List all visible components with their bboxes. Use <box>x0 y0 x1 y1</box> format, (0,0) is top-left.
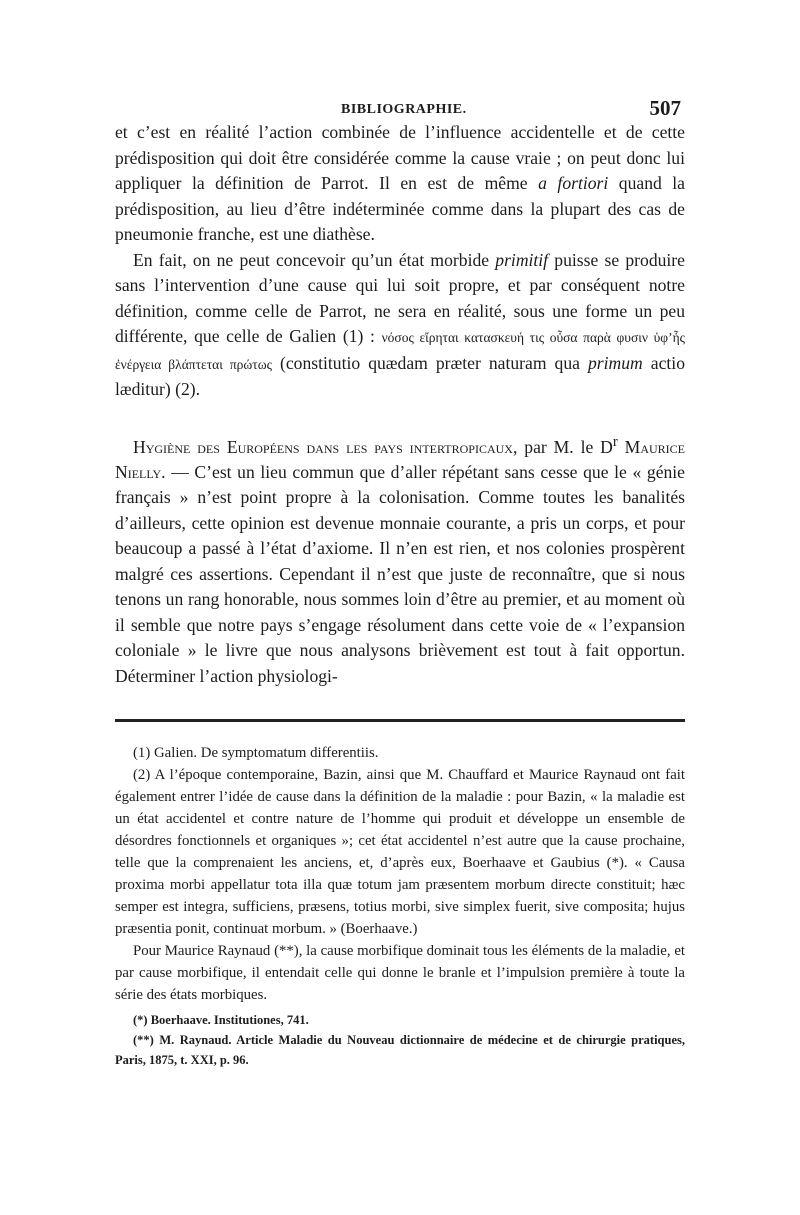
p2-latin: (constitutio quædam præter naturam qua <box>271 352 588 373</box>
sub-footnote-1: (*) Boerhaave. Institutiones, 741. <box>133 1013 309 1028</box>
running-title: BIBLIOGRAPHIE. <box>341 102 467 117</box>
page-header <box>115 96 685 120</box>
page-number: 507 <box>649 96 681 120</box>
review-author: Maurice Nielly <box>115 436 685 482</box>
p2-italic: primitif <box>495 249 549 270</box>
review-book-title: Hygiène des Européens dans les pays intertropicaux <box>133 436 513 457</box>
p1-text-end: quand la prédisposition, au lieu d’être indéterminée comme dans la plupart des cas de pneumonie franche, est une diathèse. <box>115 173 685 244</box>
review-byline: , par M. le D <box>512 436 613 457</box>
footnote-2: (2) A l’époque contemporaine, Bazin, ainsi que M. Chauffard et Maurice Raynaud ont fait également entrer l’idée de cause dans la définition de la maladie : pour Bazin, « la maladie est un état accidentel et contre nature de l’homme qui produit et développe un ensemble de désordres fonctionnels et organiques »; cet état accidentel n’est autre que la cause prochaine, telle que la comprenaient les anciens, et, d’après eux, Boerhaave et Gaubius (*). « Causa proxima morbi appellatur tota illa quæ totum jam præsentem morbum directe constituit; hæc semper est integra, sufficiens, præsens, totius morbi, sive simplex fuerit, sive composita; hujus præsentia ponit, continuat morbum. » (Boerhaave.) <box>115 767 685 938</box>
footnote-2-continued: Pour Maurice Raynaud (**), la cause morbifique dominait tous les éléments de la maladie, et par cause morbifique, il entendait celle qui donne le branle et l’impulsion première à toute la série des états morbiques. <box>115 943 685 1004</box>
footnotes <box>115 742 685 1070</box>
footnote-1: (1) Galien. De symptomatum differentiis. <box>133 745 379 762</box>
review-paragraph <box>115 430 685 690</box>
p2-text-end: actio læditur) (2). <box>115 352 685 399</box>
review-title-sup: r <box>612 433 618 450</box>
sub-footnote-2: (**) M. Raynaud. Article Maladie du Nouveau dictionnaire de médecine et de chirurgie pratiques, Paris, 1875, t. XXI, p. 96. <box>115 1033 685 1068</box>
p2-italic-primum: primum <box>588 352 643 373</box>
paragraph-2 <box>115 248 685 403</box>
p2-text-mid: puisse se produire sans l’intervention d’une cause qui lui soit propre, et par conséquent notre définition, comme celle de Parrot, ne sera en réalité, sous une forme un peu différente, que celle de Galien (1) : <box>115 249 685 346</box>
greek-quotation: νόσος εἴρηται κατασκευή τις οὖσα παρὰ φυσιν ὑφ’ἧς ἐνέργεια βλάπτεται πρώτως <box>115 330 685 372</box>
p2-text: En fait, on ne peut concevoir qu’un état morbide <box>133 249 496 270</box>
p1-italic: a fortiori <box>538 173 609 193</box>
sub-footnotes <box>115 1010 685 1070</box>
review-text: . — C’est un lieu commun que d’aller répétant sans cesse que le « génie français » n’est point propre à la colonisation. Comme toutes les banalités d’ailleurs, cette opinion est devenue monnaie courante, a pris un corps, et pour beaucoup a passé à l’état d’axiome. Il n’en est rien, et nos colonies prospèrent malgré ces assertions. Cependant il n’est que juste de reconnaître, que si nous tenons un rang honorable, nous sommes loin d’être au premier, et au moment où il semble que notre pays s’engage résolument dans cette voie de « l’expansion coloniale » le livre que nous analysons brièvement est tout à fait opportun. Déterminer l’action physiologi- <box>115 461 685 686</box>
p1-text: et c’est en réalité l’action combinée de l’influence accidentelle et de cette prédisposition qui doit être considérée comme la cause vraie ; on peut donc lui appliquer la définition de Parrot. Il en est de même <box>115 122 685 193</box>
footnote-rule <box>115 719 685 722</box>
main-text <box>115 120 685 689</box>
book-page <box>115 96 685 1070</box>
paragraph-1 <box>115 120 685 248</box>
